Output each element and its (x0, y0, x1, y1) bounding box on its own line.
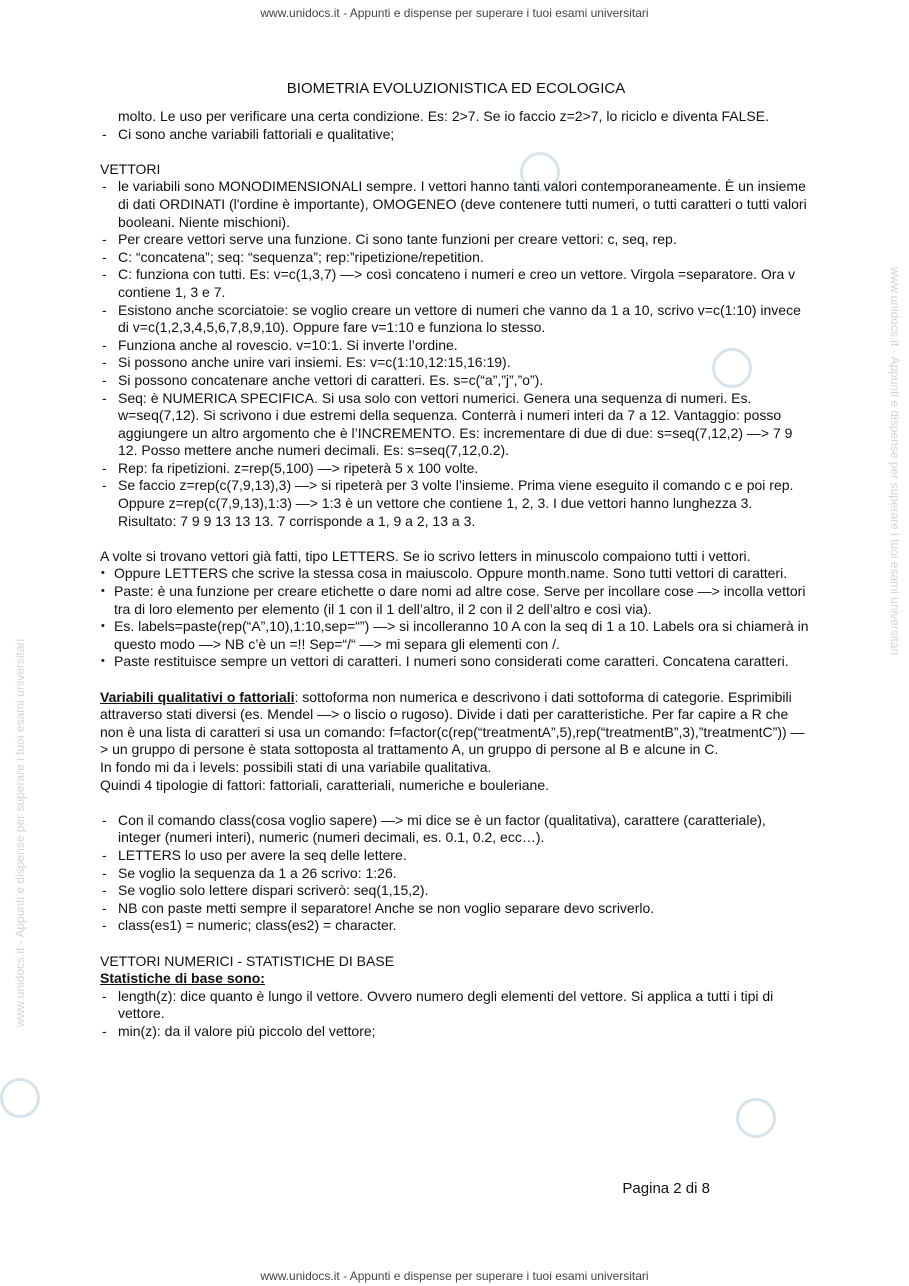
left-watermark: www.unidocs.it - Appunti e dispense per superare i tuoi esami universitari (13, 638, 27, 1027)
page-body (100, 108, 812, 1040)
bottom-banner: www.unidocs.it - Appunti e dispense per superare i tuoi esami universitari (260, 1269, 649, 1283)
right-watermark: www.unidocs.it - Appunti e dispense per superare i tuoi esami universitari (888, 267, 902, 656)
bullet-item: • Oppure LETTERS che scrive la stessa cosa in maiuscolo. Oppure month.name. Sono tutti vettori di caratteri. (100, 565, 812, 583)
qualitative-text: : sottoforma non numerica e descrivono i dati sottoforma di categorie. Esprimibili attraverso stati diversi (es. Mendel —> o liscio o rugoso). Divide i dati per caratteristiche. Per far capire a R che non è una lista di caratteri si usa un comando: f=factor(c(rep(“treatmentA”,5),rep(“treatmentB”,3),”treatmentC”)) —> un gruppo di persone è stata sottoposta al trattamento A, un gruppo di persone al B e alcune in C. (100, 688, 805, 758)
page-title: BIOMETRIA EVOLUZIONISTICA ED ECOLOGICA (286, 80, 626, 97)
bullet-item: • Paste restituisce sempre un vettori di caratteri. I numeri sono considerati come caratteri. Concatena caratteri. (100, 653, 812, 671)
qualitative-factors: Quindi 4 tipologie di fattori: fattoriali, caratteriali, numeriche e bouleriane. (100, 776, 550, 793)
list-item: - Esistono anche scorciatoie: se voglio creare un vettore di numeri che vanno da 1 a 10, scrivo v=c(1:10) invece di v=c(1,2,3,4,5,6,7,8,9,10). Oppure fare v=1:10 e funziona lo stesso. (100, 302, 812, 337)
list-item: - length(z): dice quanto è lungo il vettore. Ovvero numero degli elementi del vettore. Si applica a tutti i tipi di vettore. (100, 988, 812, 1023)
list-item: - Con il comando class(cosa voglio sapere) —> mi dice se è un factor (qualitativa), carattere (caratteriale), integer (numeri interi), numeric (numeri decimali, es. 0.1, 0.2, ecc…). (100, 812, 812, 847)
intro-continued: molto. Le uso per verificare una certa condizione. Es: 2>7. Se io faccio z=2>7, lo riciclo e diventa FALSE. (118, 108, 769, 124)
letters-paragraph: A volte si trovano vettori già fatti, tipo LETTERS. Se io scrivo letters in minuscolo compaiono tutti i vettori. (100, 547, 751, 564)
list-item: - C: “concatena”; seq: “sequenza”; rep:”ripetizione/repetition. (100, 249, 812, 267)
vettori-heading: VETTORI (100, 160, 161, 177)
list-item: - NB con paste metti sempre il separatore! Anche se non voglio separare devo scriverlo. (100, 900, 812, 918)
statistiche-heading-text: Statistiche di base sono: (100, 970, 265, 987)
top-banner: www.unidocs.it - Appunti e dispense per superare i tuoi esami universitari (260, 6, 649, 20)
list-item: - le variabili sono MONODIMENSIONALI sempre. I vettori hanno tanti valori contemporaneamente. È un insieme di dati ORDINATI (l'ordine è importante), OMOGENEO (deve contenere tutti numeri, o tutti caratteri o tutti valori booleani. Niente mischioni). (100, 178, 812, 231)
list-item: - Seq: è NUMERICA SPECIFICA. Si usa solo con vettori numerici. Genera una sequenza di numeri. Es. w=seq(7,12). Si scrivono i due estremi della sequenza. Conterrà i numeri interi da 7 a 12. Vantaggio: posso aggiungere un altro argomento che è l’INCREMENTO. Es: incrementare di due di due: s=seq(7,12,2) —> 7 9 12. Posso mettere anche numeri decimali. Es: s=seq(7,12,0.2). (100, 390, 812, 460)
list-item: - Funziona anche al rovescio. v=10:1. Si inverte l’ordine. (100, 337, 812, 355)
list-item: - min(z): da il valore più piccolo del vettore; (100, 1023, 812, 1041)
list-item: - Se faccio z=rep(c(7,9,13),3) —> si ripeterà per 3 volte l’insieme. Prima viene eseguito il comando c e poi rep. Oppure z=rep(c(7,9,13),1:3) —> 1:3 è un vettore che contiene 1, 2, 3. I due vettori hanno lunghezza 3. Risultato: 7 9 9 13 13 13. 7 corrisponde a 1, 9 a 2, 13 a 3. (100, 477, 812, 530)
page-number: Pagina 2 di 8 (622, 1180, 710, 1197)
list-item: - Se voglio solo lettere dispari scriverò: seq(1,15,2). (100, 882, 812, 900)
list-item: - Si possono anche unire vari insiemi. Es: v=c(1:10,12:15,16:19). (100, 354, 812, 372)
list-item: - class(es1) = numeric; class(es2) = character. (100, 917, 812, 935)
list-item: - Ci sono anche variabili fattoriali e qualitative; (100, 126, 812, 144)
numerici-heading: VETTORI NUMERICI - STATISTICHE DI BASE (100, 952, 395, 969)
statistiche-heading (100, 970, 812, 988)
bullet-item: • Es. labels=paste(rep(“A”,10),1:10,sep=“”) —> si incolleranno 10 A con la seq di 1 a 10. Labels ora si chiamerà in questo modo —> NB c’è un =!! Sep=“/“ —> mi separa gli elementi con /. (100, 618, 812, 653)
qualitative-levels: In fondo mi da i levels: possibili stati di una variabile qualitativa. (100, 758, 492, 775)
qualitative-paragraph (100, 689, 812, 759)
list-item: - Rep: fa ripetizioni. z=rep(5,100) —> ripeterà 5 x 100 volte. (100, 460, 812, 478)
qualitative-heading: Variabili qualitativi o fattoriali (100, 688, 295, 705)
list-item: - Per creare vettori serve una funzione. Ci sono tante funzioni per creare vettori: c, seq, rep. (100, 231, 812, 249)
bullet-item: • Paste: è una funzione per creare etichette o dare nomi ad altre cose. Serve per incollare cose —> incolla vettori tra di loro elemento per elemento (il 1 con il 1 dell’altro, il 2 con il 2 dell’altro e così via). (100, 583, 812, 618)
list-item: - C: funziona con tutti. Es: v=c(1,3,7) —> così concateno i numeri e creo un vettore. Virgola =separatore. Ora v contiene 1, 3 e 7. (100, 266, 812, 301)
list-item: - LETTERS lo uso per avere la seq delle lettere. (100, 847, 812, 865)
list-item: - Se voglio la sequenza da 1 a 26 scrivo: 1:26. (100, 865, 812, 883)
list-item: - Si possono concatenare anche vettori di caratteri. Es. s=c(“a”,”j”,”o”). (100, 372, 812, 390)
unidocs-logo-icon (736, 1098, 776, 1138)
unidocs-logo-icon (0, 1078, 40, 1118)
